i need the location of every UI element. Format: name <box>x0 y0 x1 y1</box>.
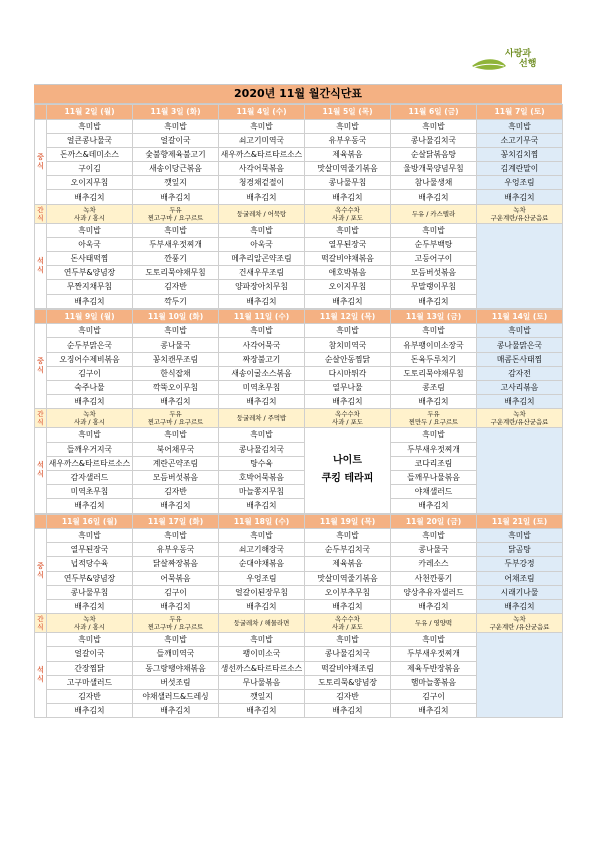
lunch-side-2: 오이부추무침 <box>305 585 391 599</box>
dinner-kimchi: 배추김치 <box>47 704 133 718</box>
dinner-kimchi: 배추김치 <box>391 294 477 308</box>
snack-cell <box>133 204 219 223</box>
day-header: 11월 13일 (금) <box>391 309 477 324</box>
lunch-kimchi: 배추김치 <box>47 395 133 409</box>
dinner-side-1: 고구마샐러드 <box>47 675 133 689</box>
lunch-soup: 소고기무국 <box>477 133 563 147</box>
lunch-side-2: 미역초무침 <box>219 381 305 395</box>
snack-cell <box>391 614 477 633</box>
snack-line: 두유 <box>169 615 182 624</box>
dinner-main: 코다리조림 <box>391 456 477 470</box>
snack-line: 두유 <box>169 205 182 214</box>
dinner-kimchi: 배추김치 <box>133 704 219 718</box>
dinner-main: 동그랑땡야채볶음 <box>133 661 219 675</box>
lunch-side-1: 맛살미역줄기볶음 <box>305 162 391 176</box>
lunch-main: 두부강정 <box>477 557 563 571</box>
lunch-soup: 쇠고기해장국 <box>219 543 305 557</box>
lunch-side-2: 고사리볶음 <box>477 381 563 395</box>
lunch-rice: 흑미밥 <box>477 324 563 338</box>
lunch-soup: 콩나물국 <box>391 543 477 557</box>
lunch-kimchi: 배추김치 <box>219 190 305 204</box>
dinner-soup: 두부새우젓찌개 <box>391 442 477 456</box>
lunch-main: 순대야채볶음 <box>219 557 305 571</box>
lunch-main: 꽁치캔무조림 <box>133 352 219 366</box>
saturday-dinner-empty <box>477 633 563 718</box>
lunch-rice: 흑미밥 <box>477 529 563 543</box>
snack-line: 찐고구마 / 요구르트 <box>147 623 204 632</box>
lunch-kimchi: 배추김치 <box>477 599 563 613</box>
lunch-side-1: 김구이 <box>47 366 133 380</box>
day-header: 11월 19일 (목) <box>305 514 391 529</box>
dinner-side-1: 햄마늘쫑볶음 <box>391 675 477 689</box>
dinner-soup: 들깨우거지국 <box>47 442 133 456</box>
dinner-main: 생선까스&타르타르소스 <box>219 661 305 675</box>
snack-label: 간식 <box>35 204 47 223</box>
menu-container <box>34 104 562 718</box>
dinner-main: 깐풍기 <box>133 252 219 266</box>
dinner-soup: 들깨미역국 <box>133 647 219 661</box>
lunch-soup: 콩나물국 <box>133 338 219 352</box>
lunch-soup: 열무된장국 <box>47 543 133 557</box>
snack-line: 구운계란/유산균음료 <box>490 418 549 427</box>
lunch-main: 넙적당수육 <box>47 557 133 571</box>
dinner-soup: 콩나물김치국 <box>305 647 391 661</box>
lunch-kimchi: 배추김치 <box>305 599 391 613</box>
snack-line: 두유 / 영양떡 <box>414 619 453 628</box>
lunch-side-2: 김구이 <box>133 585 219 599</box>
snack-line: 사과 / 홍시 <box>74 623 105 632</box>
dinner-rice: 흑미밥 <box>133 428 219 442</box>
lunch-rice: 흑미밥 <box>305 529 391 543</box>
snack-line: 구운계란/유산균음료 <box>490 213 549 222</box>
lunch-soup: 유부우동국 <box>305 133 391 147</box>
day-header: 11월 16일 (월) <box>47 514 133 529</box>
dinner-side-1: 버섯조림 <box>133 675 219 689</box>
day-header: 11월 11일 (수) <box>219 309 305 324</box>
dinner-kimchi: 배추김치 <box>391 499 477 513</box>
lunch-side-2: 참나물생채 <box>391 176 477 190</box>
dinner-rice: 흑미밥 <box>133 633 219 647</box>
lunch-main: 꽁치김치찜 <box>477 147 563 161</box>
lunch-side-2: 오이지무침 <box>47 176 133 190</box>
dinner-side-1: 모듬버섯볶음 <box>391 266 477 280</box>
lunch-side-2: 양상추유자샐러드 <box>391 585 477 599</box>
dinner-main: 떡갈비야채볶음 <box>305 252 391 266</box>
dinner-soup: 얼갈이국 <box>47 647 133 661</box>
dinner-main: 간장찜닭 <box>47 661 133 675</box>
dinner-side-2: 김자반 <box>305 689 391 703</box>
lunch-soup: 얼큰콩나물국 <box>47 133 133 147</box>
saturday-dinner-empty <box>477 428 563 513</box>
saturday-dinner-empty <box>477 223 563 308</box>
lunch-side-1: 감자전 <box>477 366 563 380</box>
lunch-side-2: 콩조림 <box>391 381 477 395</box>
dinner-rice: 흑미밥 <box>133 223 219 237</box>
snack-line: 옥수수차 <box>335 615 360 624</box>
snack-cell <box>391 204 477 223</box>
dinner-side-1: 연두부&양념장 <box>47 266 133 280</box>
logo-text <box>505 49 565 69</box>
lunch-side-1: 새송이굴소스볶음 <box>219 366 305 380</box>
dinner-side-1: 호박어묵볶음 <box>219 470 305 484</box>
lunch-label: 중식 <box>35 119 47 204</box>
snack-line: 녹차 <box>83 205 96 214</box>
snack-line: 녹차 <box>83 615 96 624</box>
dinner-soup: 열무된장국 <box>305 237 391 251</box>
dinner-main: 새우까스&타르타르소스 <box>47 456 133 470</box>
day-header: 11월 21일 (토) <box>477 514 563 529</box>
dinner-rice: 흑미밥 <box>391 633 477 647</box>
dinner-kimchi: 깍두기 <box>133 294 219 308</box>
lunch-main: 새우까스&타르타르소스 <box>219 147 305 161</box>
snack-cell <box>47 409 133 428</box>
snack-cell <box>219 409 305 428</box>
lunch-kimchi: 배추김치 <box>391 190 477 204</box>
dinner-rice: 흑미밥 <box>219 428 305 442</box>
dinner-label: 석식 <box>35 428 47 513</box>
lunch-soup: 콩나물맑은국 <box>477 338 563 352</box>
lunch-side-1: 우엉조림 <box>219 571 305 585</box>
lunch-kimchi: 배추김치 <box>47 599 133 613</box>
snack-line: 둥굴레차 / 주먹밥 <box>236 414 287 423</box>
snack-line: 사과 / 포도 <box>332 213 363 222</box>
logo-line-2: 선행 <box>519 59 537 69</box>
snack-cell <box>47 614 133 633</box>
snack-cell <box>133 614 219 633</box>
day-header: 11월 5일 (목) <box>305 105 391 120</box>
lunch-rice: 흑미밥 <box>391 119 477 133</box>
dinner-soup: 아욱국 <box>47 237 133 251</box>
lunch-main: 돈까스&데미소스 <box>47 147 133 161</box>
night-cooking-therapy <box>305 428 391 513</box>
dinner-kimchi: 배추김치 <box>391 704 477 718</box>
dinner-label: 석식 <box>35 633 47 718</box>
lunch-kimchi: 배추김치 <box>47 190 133 204</box>
lunch-kimchi: 배추김치 <box>133 599 219 613</box>
dinner-soup: 두부새우젓찌개 <box>391 647 477 661</box>
lunch-rice: 흑미밥 <box>219 529 305 543</box>
dinner-rice: 흑미밥 <box>219 633 305 647</box>
snack-line: 옥수수차 <box>335 205 360 214</box>
dinner-main: 탕수육 <box>219 456 305 470</box>
snack-line: 녹차 <box>83 410 96 419</box>
dinner-main: 떡갈비야채조림 <box>305 661 391 675</box>
snack-line: 옥수수차 <box>335 410 360 419</box>
dinner-main: 고등어구이 <box>391 252 477 266</box>
snack-cell <box>477 204 563 223</box>
lunch-rice: 흑미밥 <box>133 529 219 543</box>
lunch-side-1: 어묵볶음 <box>133 571 219 585</box>
night-line-1: 나이트 <box>333 455 362 467</box>
snack-line: 사과 / 포도 <box>332 623 363 632</box>
lunch-soup: 얼갈이국 <box>133 133 219 147</box>
lunch-side-2: 숙주나물 <box>47 381 133 395</box>
dinner-side-2: 김자반 <box>47 689 133 703</box>
lunch-soup: 사각어묵국 <box>219 338 305 352</box>
dinner-main: 제육두반장볶음 <box>391 661 477 675</box>
lunch-soup: 유부우동국 <box>133 543 219 557</box>
snack-cell <box>47 204 133 223</box>
lunch-kimchi: 배추김치 <box>477 190 563 204</box>
dinner-side-1: 들깨무나물볶음 <box>391 470 477 484</box>
logo-line-1: 사랑과 <box>505 49 532 59</box>
dinner-kimchi: 배추김치 <box>305 294 391 308</box>
header-corner <box>35 514 47 529</box>
lunch-rice: 흑미밥 <box>47 324 133 338</box>
lunch-rice: 흑미밥 <box>391 529 477 543</box>
dinner-rice: 흑미밥 <box>47 428 133 442</box>
snack-cell <box>477 614 563 633</box>
snack-cell <box>133 409 219 428</box>
lunch-side-2: 시래기나물 <box>477 585 563 599</box>
lunch-main: 숯불향제육불고기 <box>133 147 219 161</box>
lunch-rice: 흑미밥 <box>47 529 133 543</box>
lunch-soup: 순두부김치국 <box>305 543 391 557</box>
day-header: 11월 12일 (목) <box>305 309 391 324</box>
snack-cell <box>305 614 391 633</box>
week-table-1 <box>34 104 563 309</box>
day-header: 11월 9일 (월) <box>47 309 133 324</box>
lunch-rice: 흑미밥 <box>47 119 133 133</box>
day-header: 11월 20일 (금) <box>391 514 477 529</box>
snack-line: 찐만두 / 요구르트 <box>408 418 459 427</box>
day-header: 11월 4일 (수) <box>219 105 305 120</box>
lunch-side-2: 깍뚝오이무침 <box>133 381 219 395</box>
dinner-side-1: 모듬버섯볶음 <box>133 470 219 484</box>
lunch-main: 짜장불고기 <box>219 352 305 366</box>
header-corner <box>35 105 47 120</box>
dinner-side-1: 무나물볶음 <box>219 675 305 689</box>
day-header: 11월 2일 (월) <box>47 105 133 120</box>
lunch-rice: 흑미밥 <box>305 119 391 133</box>
week-table-3 <box>34 514 563 719</box>
day-header: 11월 18일 (수) <box>219 514 305 529</box>
dinner-kimchi: 배추김치 <box>133 499 219 513</box>
lunch-side-2: 열무나물 <box>305 381 391 395</box>
dinner-kimchi: 배추김치 <box>219 499 305 513</box>
lunch-main: 오징어수제비볶음 <box>47 352 133 366</box>
dinner-soup: 북어채무국 <box>133 442 219 456</box>
dinner-side-1: 애호박볶음 <box>305 266 391 280</box>
snack-cell <box>305 409 391 428</box>
lunch-side-1: 연두부&양념장 <box>47 571 133 585</box>
snack-line: 둥굴레차 / 해물라면 <box>233 619 290 628</box>
lunch-kimchi: 배추김치 <box>305 395 391 409</box>
lunch-soup: 순두부맑은국 <box>47 338 133 352</box>
lunch-side-1: 한식잡채 <box>133 366 219 380</box>
lunch-kimchi: 배추김치 <box>219 599 305 613</box>
dinner-side-2: 깻잎지 <box>219 689 305 703</box>
night-line-2: 쿠킹 테라피 <box>321 473 374 485</box>
dinner-rice: 흑미밥 <box>305 633 391 647</box>
lunch-main: 돈육두루치기 <box>391 352 477 366</box>
lunch-soup: 참치미역국 <box>305 338 391 352</box>
lunch-rice: 흑미밥 <box>391 324 477 338</box>
snack-line: 녹차 <box>513 205 526 214</box>
dinner-soup: 콩나물김치국 <box>219 442 305 456</box>
snack-cell <box>219 204 305 223</box>
lunch-kimchi: 배추김치 <box>305 190 391 204</box>
dinner-main: 돈사태떡찜 <box>47 252 133 266</box>
lunch-kimchi: 배추김치 <box>219 395 305 409</box>
snack-line: 사과 / 홍시 <box>74 213 105 222</box>
lunch-rice: 흑미밥 <box>219 119 305 133</box>
dinner-side-2: 김자반 <box>133 280 219 294</box>
day-header: 11월 17일 (화) <box>133 514 219 529</box>
dinner-main: 계란곤약조림 <box>133 456 219 470</box>
dinner-side-2: 미역초무침 <box>47 485 133 499</box>
dinner-rice: 흑미밥 <box>391 428 477 442</box>
lunch-kimchi: 배추김치 <box>391 395 477 409</box>
snack-cell <box>305 204 391 223</box>
snack-line: 두유 <box>427 410 440 419</box>
dinner-rice: 흑미밥 <box>391 223 477 237</box>
snack-line: 사과 / 포도 <box>332 418 363 427</box>
lunch-side-1: 구이김 <box>47 162 133 176</box>
lunch-main: 순살닭볶음탕 <box>391 147 477 161</box>
lunch-main: 카레소스 <box>391 557 477 571</box>
dinner-side-2: 무짠지채무침 <box>47 280 133 294</box>
dinner-kimchi: 배추김치 <box>47 294 133 308</box>
lunch-rice: 흑미밥 <box>133 119 219 133</box>
week-table-2 <box>34 309 563 514</box>
header-corner <box>35 309 47 324</box>
lunch-side-1: 다시마튀각 <box>305 366 391 380</box>
page-title: 2020년 11월 월간식단표 <box>34 84 562 104</box>
lunch-side-2: 콩나물무침 <box>47 585 133 599</box>
snack-label: 간식 <box>35 614 47 633</box>
day-header: 11월 6일 (금) <box>391 105 477 120</box>
dinner-kimchi: 배추김치 <box>219 294 305 308</box>
lunch-side-2: 청경채겉절이 <box>219 176 305 190</box>
lunch-side-1: 김계란말이 <box>477 162 563 176</box>
dinner-soup: 팽이미소국 <box>219 647 305 661</box>
dinner-kimchi: 배추김치 <box>219 704 305 718</box>
dinner-rice: 흑미밥 <box>47 223 133 237</box>
lunch-side-1: 사각어묵볶음 <box>219 162 305 176</box>
snack-line: 두유 <box>169 410 182 419</box>
snack-line: 사과 / 홍시 <box>74 418 105 427</box>
lunch-main: 제육볶음 <box>305 557 391 571</box>
lunch-side-1: 맛살미역줄기볶음 <box>305 571 391 585</box>
lunch-main: 제육볶음 <box>305 147 391 161</box>
lunch-label: 중식 <box>35 529 47 614</box>
dinner-label: 석식 <box>35 223 47 308</box>
dinner-side-2: 무말랭이무침 <box>391 280 477 294</box>
snack-line: 두유 / 카스텔라 <box>411 209 456 218</box>
lunch-side-1: 도토리묵야채무침 <box>391 366 477 380</box>
snack-cell <box>219 614 305 633</box>
dinner-side-1: 도토리묵&양념장 <box>305 675 391 689</box>
snack-line: 둥굴레차 / 어묵탕 <box>236 209 287 218</box>
dinner-side-2: 야채샐러드&드레싱 <box>133 689 219 703</box>
snack-line: 구운계란 /유산균음료 <box>489 623 550 632</box>
snack-line: 녹차 <box>513 410 526 419</box>
lunch-side-2: 얼갈이된장무침 <box>219 585 305 599</box>
lunch-main: 순살안동찜닭 <box>305 352 391 366</box>
lunch-side-2: 우엉조림 <box>477 176 563 190</box>
dinner-soup: 두부새우젓찌개 <box>133 237 219 251</box>
lunch-kimchi: 배추김치 <box>477 395 563 409</box>
dinner-rice: 흑미밥 <box>47 633 133 647</box>
dinner-kimchi: 배추김치 <box>47 499 133 513</box>
lunch-soup: 콩나물김치국 <box>391 133 477 147</box>
lunch-rice: 흑미밥 <box>477 119 563 133</box>
lunch-rice: 흑미밥 <box>133 324 219 338</box>
dinner-side-1: 감자샐러드 <box>47 470 133 484</box>
snack-cell <box>477 409 563 428</box>
dinner-side-2: 마늘쫑지무침 <box>219 485 305 499</box>
lunch-kimchi: 배추김치 <box>133 190 219 204</box>
dinner-soup: 아욱국 <box>219 237 305 251</box>
lunch-main: 매콤돈사태찜 <box>477 352 563 366</box>
lunch-rice: 흑미밥 <box>305 324 391 338</box>
day-header: 11월 14일 (토) <box>477 309 563 324</box>
snack-cell <box>391 409 477 428</box>
dinner-side-1: 건새우무조림 <box>219 266 305 280</box>
dinner-side-2: 야채샐러드 <box>391 485 477 499</box>
snack-line: 찐고구마 / 요구르트 <box>147 213 204 222</box>
lunch-label: 중식 <box>35 324 47 409</box>
lunch-side-1: 울방개묵양념무침 <box>391 162 477 176</box>
lunch-side-1: 새송이당근볶음 <box>133 162 219 176</box>
dinner-side-2: 김구이 <box>391 689 477 703</box>
lunch-kimchi: 배추김치 <box>391 599 477 613</box>
dinner-rice: 흑미밥 <box>305 223 391 237</box>
dinner-rice: 흑미밥 <box>219 223 305 237</box>
dinner-main: 메추리알곤약조림 <box>219 252 305 266</box>
lunch-soup: 쇠고기미역국 <box>219 133 305 147</box>
snack-label: 간식 <box>35 409 47 428</box>
dinner-soup: 순두부백탕 <box>391 237 477 251</box>
dinner-side-2: 오이지무침 <box>305 280 391 294</box>
dinner-side-2: 김자반 <box>133 485 219 499</box>
snack-line: 녹차 <box>513 615 526 624</box>
day-header: 11월 7일 (토) <box>477 105 563 120</box>
lunch-rice: 흑미밥 <box>219 324 305 338</box>
lunch-side-2: 깻잎지 <box>133 176 219 190</box>
lunch-soup: 닭곰탕 <box>477 543 563 557</box>
day-header: 11월 3일 (화) <box>133 105 219 120</box>
dinner-side-1: 도토리묵야채무침 <box>133 266 219 280</box>
lunch-main: 닭살짜장볶음 <box>133 557 219 571</box>
lunch-kimchi: 배추김치 <box>133 395 219 409</box>
dinner-side-2: 양파장아치무침 <box>219 280 305 294</box>
lunch-side-1: 어채조림 <box>477 571 563 585</box>
lunch-side-1: 사천깐풍기 <box>391 571 477 585</box>
dinner-kimchi: 배추김치 <box>305 704 391 718</box>
lunch-soup: 유부팽이미소장국 <box>391 338 477 352</box>
day-header: 11월 10일 (화) <box>133 309 219 324</box>
snack-line: 찐고구마 / 요구르트 <box>147 418 204 427</box>
lunch-side-2: 콩나물무침 <box>305 176 391 190</box>
